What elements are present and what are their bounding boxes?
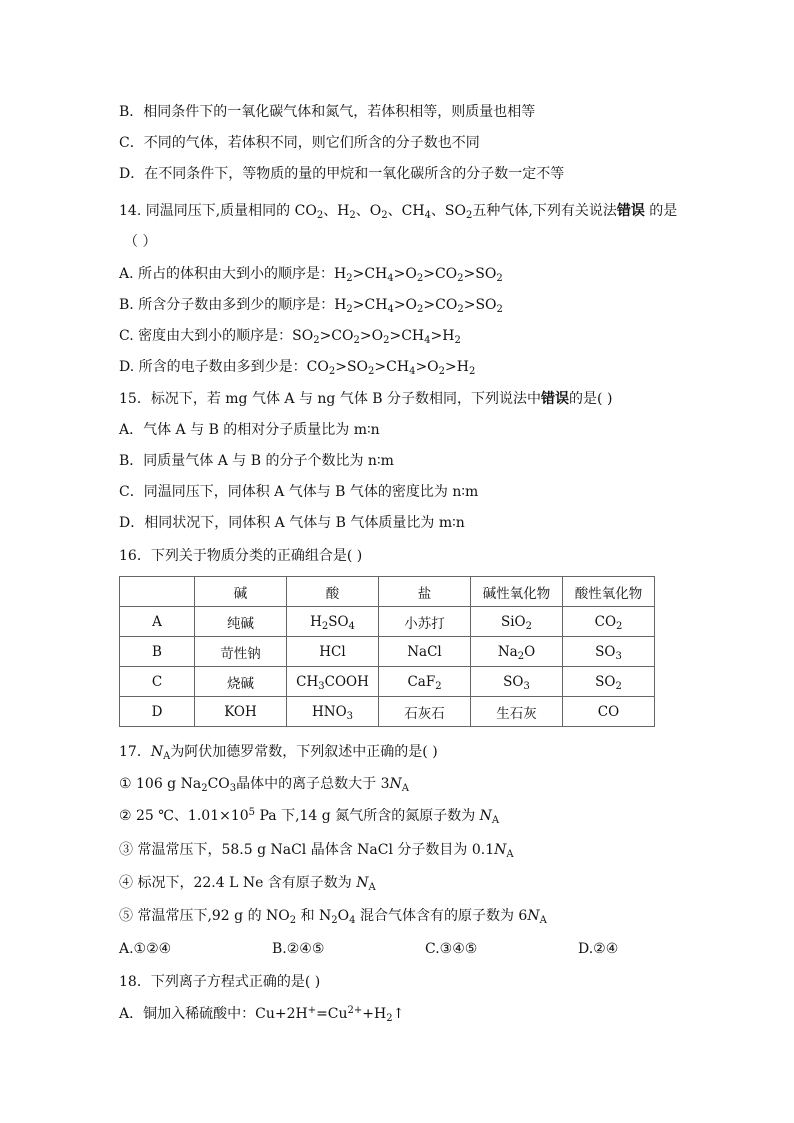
basic-oxide-cell: SiO$_2$ bbox=[471, 607, 563, 637]
acidic-oxide-cell: $SO_2$ bbox=[563, 667, 655, 697]
q14-option-b: B. 所含分子数由多到少的顺序是：$H_2>CH_4>O_2>CO_2>SO_2$ bbox=[119, 297, 503, 315]
row-label: D bbox=[120, 697, 195, 727]
q17-statement-3: ③ 常温常压下，58.5 g NaCl 晶体含 NaCl 分子数目为 $0.1N_A$ bbox=[119, 842, 514, 860]
acidic-oxide-cell: $CO_2$ bbox=[563, 607, 655, 637]
basic-oxide-cell: 生石灰 bbox=[471, 697, 563, 727]
q14-option-c: C. 密度由大到小的顺序是：$SO_2>CO_2>O_2>CH_4>H_2$ bbox=[119, 328, 461, 346]
q17-options bbox=[119, 939, 731, 959]
header-cell bbox=[120, 577, 195, 607]
q15-option-d: D．相同状况下，同体积 A 气体与 B 气体质量比为 m∶n bbox=[119, 515, 465, 531]
q18-stem: 18．下列离子方程式正确的是( ) bbox=[119, 974, 321, 990]
acidic-oxide-cell: $SO_3$ bbox=[563, 637, 655, 667]
salt-cell: 石灰石 bbox=[379, 697, 471, 727]
q14-option-d: D. 所含的电子数由多到少是：$CO_2>SO_2>CH_4>O_2>H_2$ bbox=[119, 359, 476, 377]
row-label: C bbox=[120, 667, 195, 697]
q15-option-a: A．气体 A 与 B 的相对分子质量比为 m∶n bbox=[119, 422, 380, 438]
base-cell: 烧碱 bbox=[195, 667, 287, 697]
q17-option-a: A.①②④ bbox=[119, 941, 172, 957]
table-row bbox=[120, 697, 655, 727]
base-cell: 纯碱 bbox=[195, 607, 287, 637]
q17-option-b: B.②④⑤ bbox=[272, 941, 325, 957]
basic-oxide-cell: $SO_3$ bbox=[471, 667, 563, 697]
row-label: B bbox=[120, 637, 195, 667]
q13-option-d: D．在不同条件下，等物质的量的甲烷和一氧化碳所含的分子数一定不等 bbox=[119, 166, 565, 182]
q17-stem: 17．$N_A$为阿伏加德罗常数，下列叙述中正确的是( ) bbox=[119, 744, 438, 762]
q18-option-a: A．铜加入稀硫酸中：$Cu+2H^+=Cu^{2+}+H_2↑$ bbox=[119, 1005, 405, 1024]
salt-cell: CaF$_2$ bbox=[379, 667, 471, 697]
acid-cell: HCl bbox=[287, 637, 379, 667]
q17-statement-4: ④ 标况下，22.4 L Ne 含有原子数为 $N_A$ bbox=[119, 875, 376, 893]
basic-oxide-cell: $Na_2O$ bbox=[471, 637, 563, 667]
header-cell: 酸性氧化物 bbox=[563, 577, 655, 607]
acidic-oxide-cell: CO bbox=[563, 697, 655, 727]
salt-cell: NaCl bbox=[379, 637, 471, 667]
table-row bbox=[120, 607, 655, 637]
header-cell: 碱 bbox=[195, 577, 287, 607]
classification-table bbox=[119, 576, 655, 727]
q15-option-b: B．同质量气体 A 与 B 的分子个数比为 n∶m bbox=[119, 453, 394, 469]
q14-answer-paren: （ ） bbox=[124, 234, 157, 250]
q17-statement-5: ⑤ 常温常压下,92 g 的 $NO_2$ 和 $N_2O_4$ 混合气体含有的原子数为 $6N_A$ bbox=[119, 908, 547, 926]
q13-option-c: C．不同的气体，若体积不同，则它们所含的分子数也不同 bbox=[119, 135, 480, 151]
q17-option-d: D.②④ bbox=[578, 941, 619, 957]
q14-stem: 14. 同温同压下,质量相同的 $CO_2$、$H_2$、$O_2$、$CH_4$、$SO_2$五种气体,下列有关说法错误 的是 bbox=[119, 203, 678, 221]
q15-stem: 15．标况下，若 mg 气体 A 与 ng 气体 B 分子数相同，下列说法中错误的是( ) bbox=[119, 391, 613, 407]
q14-option-a: A. 所占的体积由大到小的顺序是：$H_2>CH_4>O_2>CO_2>SO_2$ bbox=[119, 266, 503, 284]
header-cell: 酸 bbox=[287, 577, 379, 607]
table-row bbox=[120, 667, 655, 697]
q17-option-c: C.③④⑤ bbox=[425, 941, 478, 957]
acid-cell: $HNO_3$ bbox=[287, 697, 379, 727]
q16-stem: 16．下列关于物质分类的正确组合是( ) bbox=[119, 548, 363, 564]
base-cell: 苛性钠 bbox=[195, 637, 287, 667]
header-cell: 碱性氧化物 bbox=[471, 577, 563, 607]
acid-cell: $CH_3COOH$ bbox=[287, 667, 379, 697]
salt-cell: 小苏打 bbox=[379, 607, 471, 637]
base-cell: KOH bbox=[195, 697, 287, 727]
acid-cell: $H_2SO_4$ bbox=[287, 607, 379, 637]
q13-option-b: B．相同条件下的一氧化碳气体和氮气，若体积相等，则质量也相等 bbox=[119, 104, 536, 120]
table-row bbox=[120, 637, 655, 667]
table-header-row bbox=[120, 577, 655, 607]
row-label: A bbox=[120, 607, 195, 637]
q17-statement-1: ① 106 g $Na_2CO_3$晶体中的离子总数大于 $3N_A$ bbox=[119, 776, 409, 794]
q17-statement-2: ② 25 ℃、$1.01\times 10^5$ Pa 下,14 g 氮气所含的氮原子数为 $N_A$ bbox=[119, 807, 500, 826]
q15-option-c: C．同温同压下，同体积 A 气体与 B 气体的密度比为 n∶m bbox=[119, 484, 479, 500]
header-cell: 盐 bbox=[379, 577, 471, 607]
